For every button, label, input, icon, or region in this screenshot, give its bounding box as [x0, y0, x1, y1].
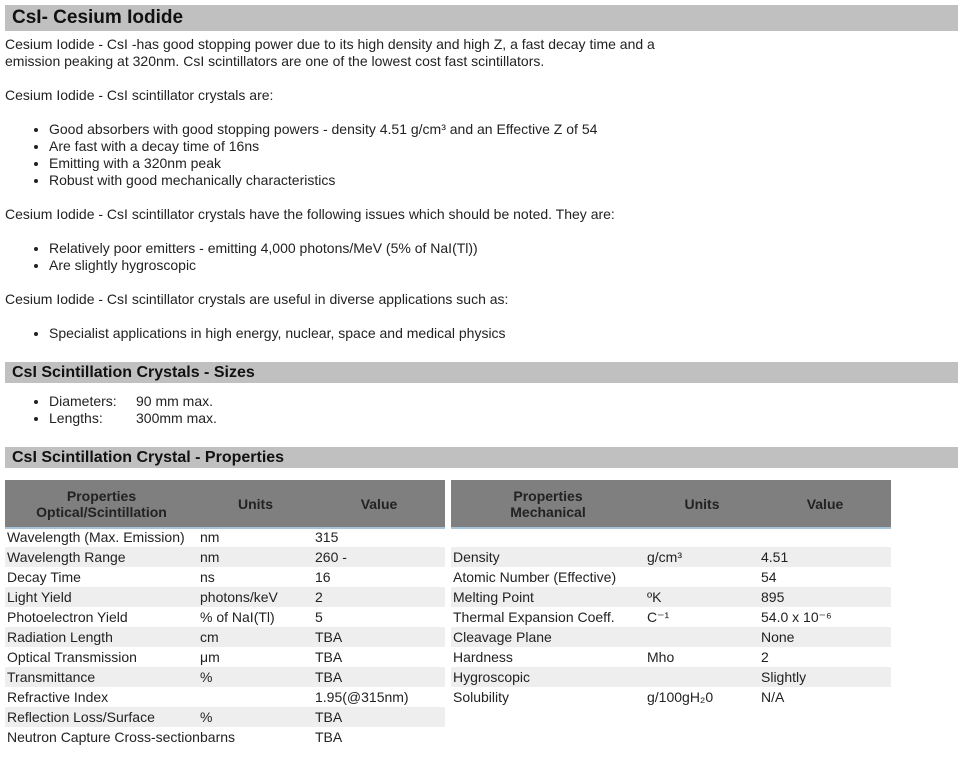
cell-value: TBA — [315, 649, 343, 665]
header-value: Value — [313, 480, 445, 527]
features-intro: Cesium Iodide - CsI scintillator crystals are: — [5, 87, 274, 103]
cell-units: photons/keV — [198, 587, 313, 607]
cell-value: None — [759, 627, 891, 647]
cell-units: ns — [200, 569, 215, 585]
header-properties-line2: Optical/Scintillation — [36, 503, 167, 520]
list-item: • Robust with good mechanically characteristics — [49, 172, 597, 189]
list-item: • Good absorbers with good stopping powers - density 4.51 g/cm³ and an Effective Z of 54 — [49, 121, 597, 138]
properties-heading: CsI Scintillation Crystal - Properties — [5, 447, 958, 468]
cell-units: ºK — [645, 587, 759, 607]
cell-value: 1.95(@315nm) — [315, 689, 409, 705]
table-row — [5, 547, 445, 567]
cell-units: % — [198, 667, 313, 687]
cell-value: 16 — [315, 569, 331, 585]
cell-units: % — [198, 707, 313, 727]
cell-units: g/100gH₂0 — [647, 689, 714, 705]
cell-property: Reflection Loss/Surface — [5, 707, 198, 727]
table-header-row — [451, 480, 891, 527]
list-item: • Specialist applications in high energy, nuclear, space and medical physics — [49, 325, 506, 342]
table-row — [5, 667, 445, 687]
list-item: • Emitting with a 320nm peak — [49, 155, 597, 172]
cell-property — [451, 527, 645, 547]
cell-units: % of NaI(Tl) — [200, 609, 275, 625]
table-header-row — [5, 480, 445, 527]
cell-units: g/cm³ — [645, 547, 759, 567]
table-row — [5, 527, 445, 547]
cell-value: TBA — [313, 707, 445, 727]
cell-property: Optical Transmission — [7, 649, 137, 665]
cell-property: Solubility — [453, 689, 510, 705]
cell-units: nm — [200, 529, 220, 545]
cell-units: Mho — [647, 649, 675, 665]
applications-list — [0, 325, 506, 342]
table-row — [451, 547, 891, 567]
table-row — [451, 587, 891, 607]
header-divider — [5, 527, 445, 529]
cell-value: 895 — [759, 587, 891, 607]
cell-value: 5 — [315, 609, 323, 625]
cell-units — [645, 567, 759, 587]
cell-value: 2 — [761, 649, 769, 665]
table-row — [451, 607, 891, 627]
header-properties-line2: Mechanical — [510, 503, 586, 520]
cell-property: Refractive Index — [7, 689, 109, 705]
issues-list — [0, 240, 478, 274]
size-label: Lengths: — [49, 410, 103, 426]
cell-units — [198, 687, 313, 707]
header-units: Units — [198, 480, 313, 527]
table-row — [451, 647, 891, 667]
cell-value: Slightly — [759, 667, 891, 687]
table-row — [5, 647, 445, 667]
table-row — [5, 627, 445, 647]
table-row — [5, 607, 445, 627]
cell-units: nm — [198, 547, 313, 567]
header-properties — [451, 480, 645, 527]
cell-property: Melting Point — [451, 587, 645, 607]
page-title: CsI- Cesium Iodide — [5, 5, 958, 31]
sizes-list — [0, 393, 217, 427]
cell-units — [645, 667, 759, 687]
list-item: • Are slightly hygroscopic — [49, 257, 478, 274]
table-row — [5, 687, 445, 707]
cell-value: 2 — [313, 587, 445, 607]
cell-property: Hygroscopic — [451, 667, 645, 687]
header-value: Value — [759, 480, 891, 527]
mechanical-table-body — [451, 527, 891, 707]
header-properties — [5, 480, 198, 527]
cell-value: TBA — [313, 627, 445, 647]
cell-value: 315 — [315, 529, 339, 545]
cell-units — [645, 527, 759, 547]
cell-property: Light Yield — [5, 587, 198, 607]
header-units: Units — [645, 480, 759, 527]
cell-units: barns — [200, 729, 236, 745]
cell-property: Radiation Length — [5, 627, 198, 647]
optical-properties-table — [5, 480, 445, 747]
header-divider — [451, 527, 891, 529]
size-value: 90 mm max. — [136, 393, 214, 409]
cell-value: 4.51 — [759, 547, 891, 567]
cell-property: Hardness — [453, 649, 513, 665]
cell-property: Density — [451, 547, 645, 567]
intro-paragraph: Cesium Iodide - CsI -has good stopping power due to its high density and high Z, a fast decay time and a emission peaking at 320nm. CsI scintillators are one of the lowest cost fast scintillators. — [5, 36, 655, 69]
list-item: • Relatively poor emitters - emitting 4,000 photons/MeV (5% of NaI(Tl)) — [49, 240, 478, 257]
cell-value — [759, 527, 891, 547]
table-row — [451, 687, 891, 707]
features-list — [0, 121, 597, 189]
cell-units — [645, 627, 759, 647]
cell-value: TBA — [313, 667, 445, 687]
cell-property: Thermal Expansion Coeff. — [453, 609, 615, 625]
cell-units: μm — [200, 649, 220, 665]
sizes-heading: CsI Scintillation Crystals - Sizes — [5, 362, 958, 383]
table-row — [5, 727, 445, 747]
cell-property: Atomic Number (Effective) — [453, 569, 617, 585]
table-row — [5, 587, 445, 607]
size-value: 300mm max. — [136, 410, 217, 426]
cell-property: Wavelength Range — [5, 547, 198, 567]
header-properties-line1: Properties — [513, 487, 583, 504]
table-row — [451, 667, 891, 687]
cell-property: Decay Time — [7, 569, 81, 585]
cell-units: cm — [198, 627, 313, 647]
table-row — [451, 527, 891, 547]
list-item — [49, 410, 217, 427]
table-row — [451, 627, 891, 647]
cell-value: 54 — [761, 569, 777, 585]
table-row — [5, 567, 445, 587]
cell-property: Transmittance — [5, 667, 198, 687]
table-row — [451, 567, 891, 587]
cell-value: 54.0 x 10⁻⁶ — [761, 608, 832, 625]
cell-property: Wavelength (Max. Emission) — [7, 529, 185, 545]
list-item: • Are fast with a decay time of 16ns — [49, 138, 597, 155]
mechanical-properties-table — [451, 480, 891, 707]
cell-value: N/A — [761, 689, 785, 705]
cell-property: Photoelectron Yield — [7, 609, 128, 625]
header-properties-line1: Properties — [66, 487, 137, 504]
list-item — [49, 393, 217, 410]
cell-value: 260 - — [313, 547, 445, 567]
optical-table-body — [5, 527, 445, 747]
cell-value: TBA — [315, 729, 343, 745]
table-row — [5, 707, 445, 727]
applications-intro: Cesium Iodide - CsI scintillator crystals are useful in diverse applications such as: — [5, 291, 509, 307]
issues-intro: Cesium Iodide - CsI scintillator crystals have the following issues which should be noted. They are: — [5, 206, 615, 222]
cell-units: C⁻¹ — [647, 608, 670, 625]
size-label: Diameters: — [49, 393, 117, 409]
cell-property: Neutron Capture Cross-section — [7, 729, 200, 745]
cell-property: Cleavage Plane — [451, 627, 645, 647]
